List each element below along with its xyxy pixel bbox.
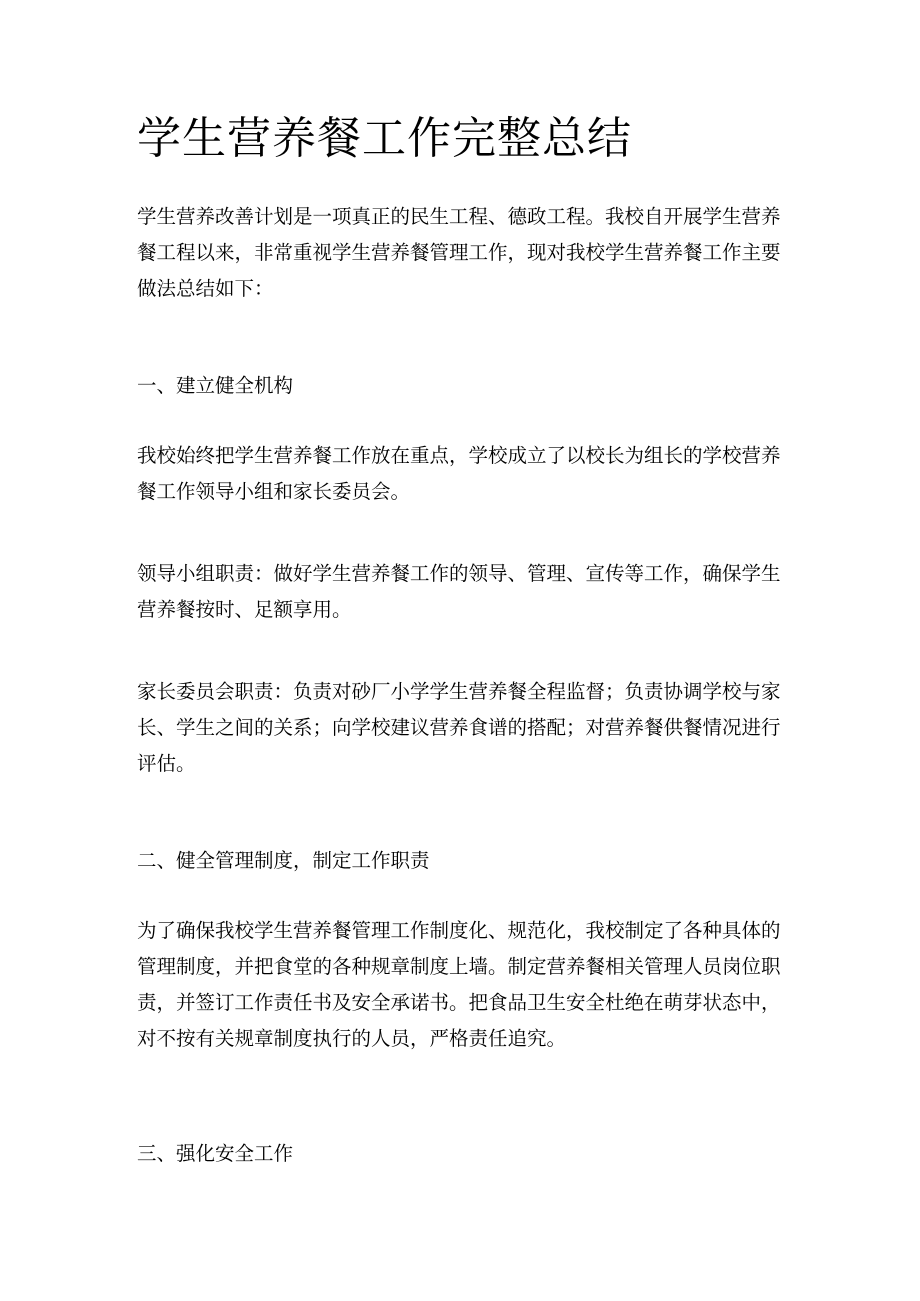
section3-heading: 三、强化安全工作	[137, 1142, 294, 1165]
section2-paragraph-1: 为了确保我校学生营养餐管理工作制度化、规范化，我校制定了各种具体的管理制度，并把食堂的各种规章制度上墙。制定营养餐相关管理人员岗位职责，并签订工作责任书及安全承诺书。把食品卫生安全杜绝在萌芽状态中，对不按有关规章制度执行的人员，严格责任追究。	[137, 919, 781, 1050]
section1-paragraph-1: 我校始终把学生营养餐工作放在重点，学校成立了以校长为组长的学校营养餐工作领导小组和家长委员会。	[137, 444, 781, 503]
section2-heading: 二、健全管理制度，制定工作职责	[137, 849, 430, 872]
intro-paragraph: 学生营养改善计划是一项真正的民生工程、德政工程。我校自开展学生营养餐工程以来，非常重视学生营养餐管理工作，现对我校学生营养餐工作主要做法总结如下：	[137, 205, 781, 300]
section1-paragraph-2: 领导小组职责：做好学生营养餐工作的领导、管理、宣传等工作，确保学生营养餐按时、足额享用。	[137, 562, 781, 621]
document-title: 学生营养餐工作完整总结	[137, 113, 632, 164]
section1-paragraph-3: 家长委员会职责：负责对砂厂小学学生营养餐全程监督；负责协调学校与家长、学生之间的关系；向学校建议营养食谱的搭配；对营养餐供餐情况进行评估。	[137, 680, 781, 775]
section1-heading: 一、建立健全机构	[137, 374, 294, 397]
